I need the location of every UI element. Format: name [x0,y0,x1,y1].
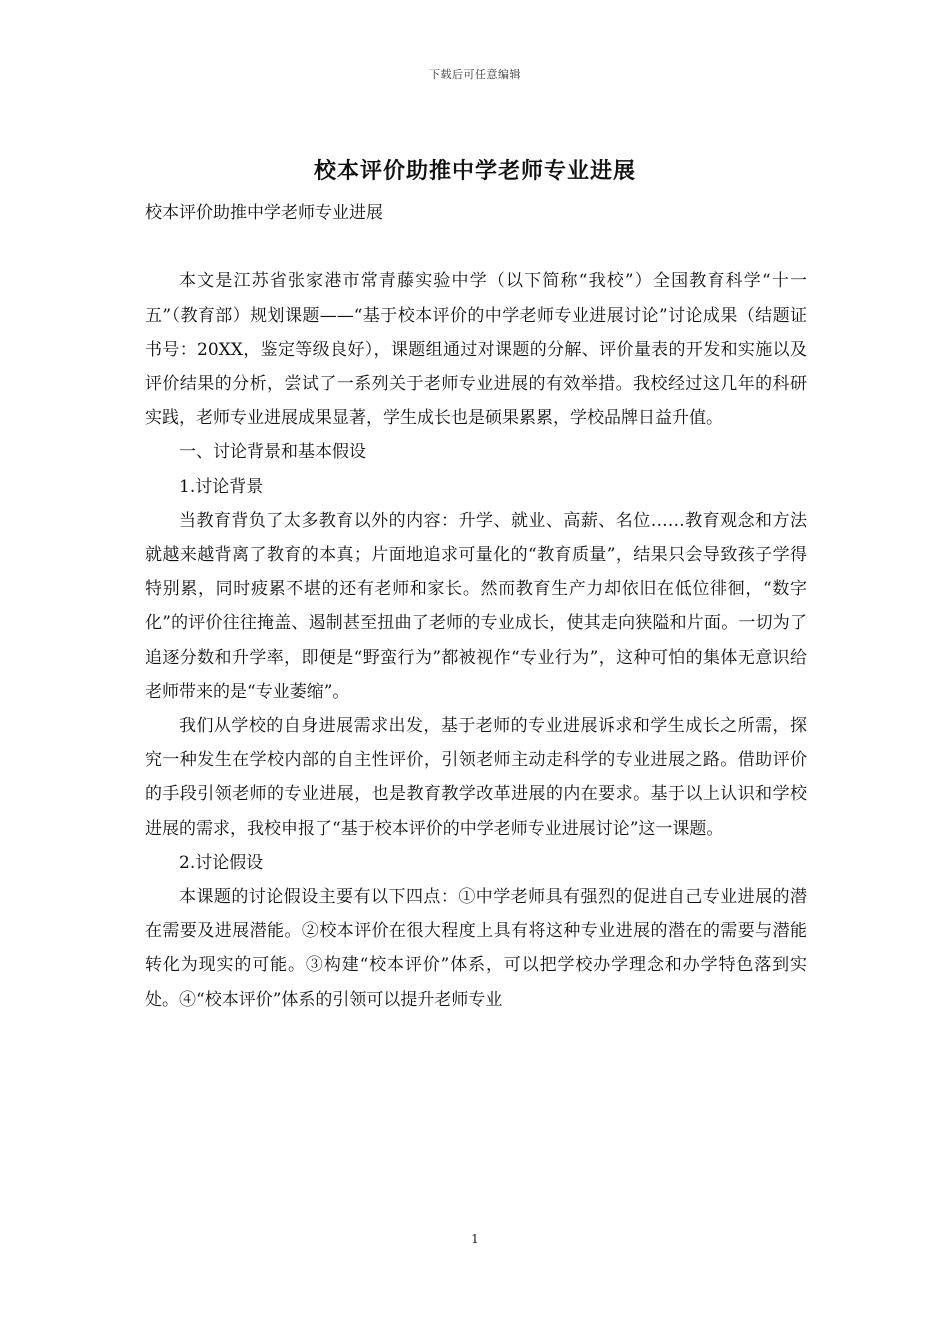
subsection-heading-assumptions: 2.讨论假设 [179,852,264,873]
document-subtitle: 校本评价助推中学老师专业进展 [145,203,383,223]
blank-line [145,230,807,264]
paragraph-background-2: 我们从学校的自身进展需求出发，基于老师的专业进展诉求和学生成长之所需，探究一种发生在学校内部的自主性评价，引领老师主动走科学的专业进展之路。借助评价的手段引领老师的专业进展，也是教育教学改革进展的内在要求。基于以上认识和学校进展的需求，我校申报了“基于校本评价的中学老师专业进展讨论”这一课题。 [145,716,807,839]
paragraph-background-1: 当教育背负了太多教育以外的内容：升学、就业、高薪、名位……教育观念和方法就越来越背离了教育的本真；片面地追求可量化的“教育质量”，结果只会导致孩子学得特别累，同时疲累不堪的还有老师和家长。然而教育生产力却依旧在低位徘徊，“数字化”的评价往往掩盖、遏制甚至扭曲了老师的专业成长，使其走向狭隘和片面。一切为了追逐分数和升学率，即便是“野蛮行为”都被视作“专业行为”，这种可怕的集体无意识给老师带来的是“专业萎缩”。 [145,510,807,702]
subsection-heading-background: 1.讨论背景 [179,476,264,497]
header-note: 下载后可任意编辑 [429,68,521,81]
page-number: 1 [471,1232,479,1246]
document-body [145,196,807,1017]
paragraph-intro: 本文是江苏省张家港市常青藤实验中学（以下简称“我校”）全国教育科学“十一五”（教育部）规划课题——“基于校本评价的中学老师专业进展讨论”讨论成果（结题证书号：20XX，鉴定等级良好），课题组通过对课题的分解、评价量表的开发和实施以及评价结果的分析，尝试了一系列关于老师专业进展的有效举措。我校经过这几年的科研实践，老师专业进展成果显著，学生成长也是硕果累累，学校品牌日益升值。 [145,271,807,429]
document-title: 校本评价助推中学老师专业进展 [313,158,636,184]
section-heading-background-assumptions: 一、讨论背景和基本假设 [179,442,366,463]
paragraph-assumptions: 本课题的讨论假设主要有以下四点：①中学老师具有强烈的促进自己专业进展的潜在需要及进展潜能。②校本评价在很大程度上具有将这种专业进展的潜在的需要与潜能转化为现实的可能。③构建“校本评价”体系，可以把学校办学理念和办学特色落到实处。④“校本评价”体系的引领可以提升老师专业 [145,887,807,1010]
